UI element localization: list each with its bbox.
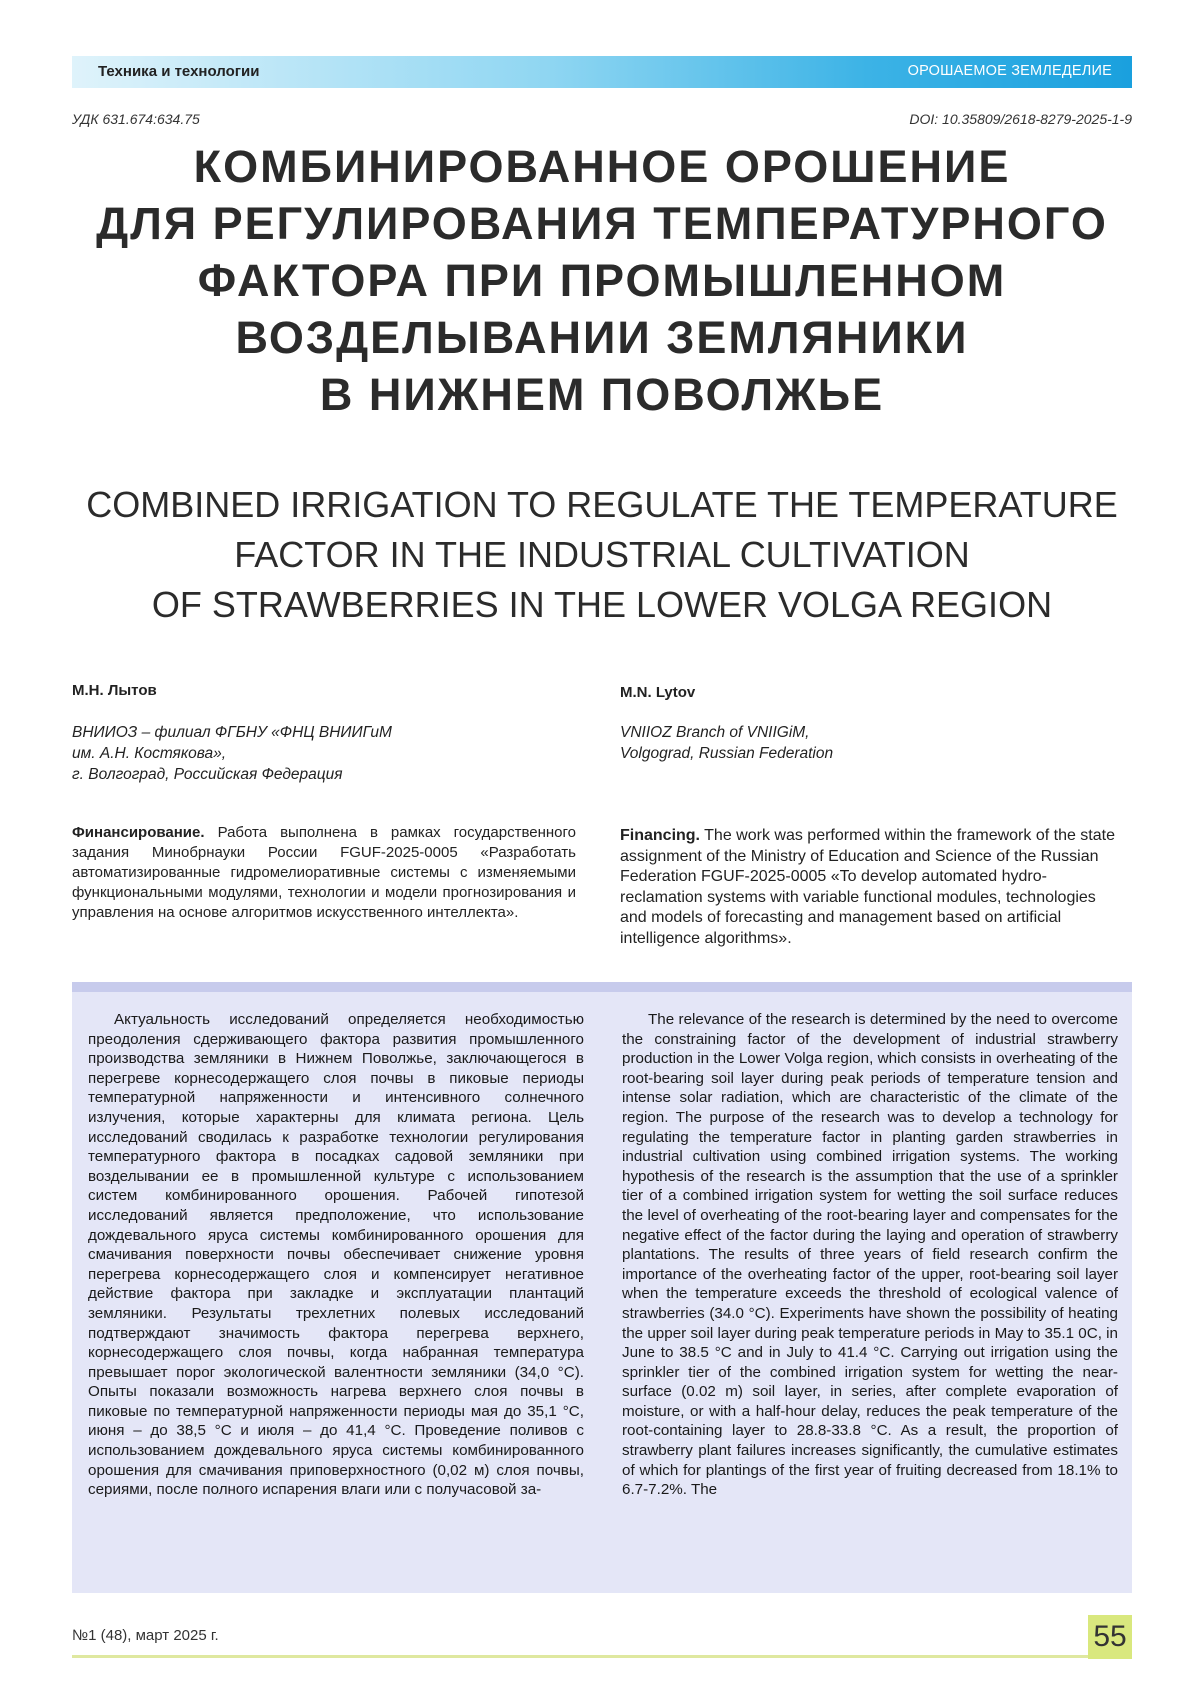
affiliation-en-line: Volgograd, Russian Federation [620, 745, 834, 762]
abstract-ru: Актуальность исследований определяется необходимостью преодоления сдерживающего фактора развития промышленного производства земляники в Нижнем Поволжье, заключающегося в перегреве корнесодержащего слоя почвы в пиковые периоды температурной напряженности и интенсивного солнечного излучения, которые характерны для климата региона. Цель исследований сводилась к разработке технологии регулирования температурного фактора в посадках садовой земляники при возделывании ее в промышленной культуре с использованием систем комбинированного орошения. Рабочей гипотезой исследований является предположение, что использование дождевального яруса системы комбинированного орошения для смачивания поверхности почвы обеспечивает снижение уровня перегрева корнесодержащего слоя и компенсирует негативное действие фактора при закладке и эксплуатации плантаций земляники. Результаты трехлетних полевых исследований подтверждают значимость фактора перегрева верхнего, корнесодержащего слоя почвы, когда набранная температура превышает порог экологической валентности земляники (34,0 °С). Опыты показали возможность нагрева верхнего слоя почвы в пиковые по температурной напряженности периоды мая до 35,1 °С, июня – до 38,5 °С и июля – до 41,4 °С. Проведение поливов с использованием дождевального яруса системы комбинированного орошения для смачивания приповерхностного (0,02 м) слоя почвы, сериями, после полного испарения влаги или с получасовой за- [88, 1011, 584, 1499]
affiliation-en [620, 722, 1100, 764]
title-ru-line: ВОЗДЕЛЫВАНИИ ЗЕМЛЯНИКИ [235, 312, 969, 363]
funding-ru-label: Финансирование. [72, 824, 205, 841]
funding-en [620, 826, 1116, 949]
title-en-line: COMBINED IRRIGATION TO REGULATE THE TEMPERATURE [86, 484, 1118, 525]
page-number: 55 [1088, 1615, 1132, 1659]
affiliation-ru-line: им. А.Н. Костякова», [72, 745, 227, 762]
issue-info: №1 (48), март 2025 г. [72, 1627, 219, 1644]
author-name-ru: М.Н. Лытов [72, 682, 157, 699]
affiliation-ru [72, 722, 552, 785]
funding-en-text: The work was performed within the framework of the state assignment of the Ministry of Education and Science of the Russian Federation FGUF-2025-0005 «To develop automated hydro-reclamation systems with variable functional modules, technologies and models of forecasting and management based on artificial intelligence algorithms». [620, 827, 1115, 947]
udk-code: УДК 631.674:634.75 [72, 111, 200, 127]
title-ru-line: ДЛЯ РЕГУЛИРОВАНИЯ ТЕМПЕРАТУРНОГО [96, 198, 1108, 249]
abstract-en: The relevance of the research is determined by the need to overcome the constraining factor of the development of industrial strawberry production in the Lower Volga region, which consists in overheating of the root-bearing soil layer during peak periods of temperature tension and intense solar radiation, which are characteristic of the climate of the region. The purpose of the research was to develop a technology for regulating the temperature factor in planting garden strawberries in industrial cultivation using combined irrigation systems. The working hypothesis of the research is the assumption that the use of a sprinkler tier of a combined irrigation system for wetting the soil surface reduces the level of overheating of the root-bearing layer and compensates for the negative effect of the factor during the laying and operation of strawberry plantations. The results of three years of field research confirm the importance of the overheating factor of the upper, root-bearing soil layer when the temperature exceeds the threshold of ecological valence of strawberries (34.0 °C). Experiments have shown the possibility of heating the upper soil layer during peak temperature periods in May to 35.1 0C, in June to 38.5 °C and in July to 41.4 °C. Carrying out irrigation using the sprinkler tier of the combined irrigation system for wetting the near-surface (0.02 m) soil layer, in series, after complete evaporation of moisture, or with a half-hour delay, reduces the peak temperature of the root-containing layer to 28.8-33.8 °C. As a result, the proportion of strawberry plant failures increases significantly, the cumulative estimates of which for plantings of the first year of fruiting decreased from 18.1% to 6.7-7.2%. The [622, 1011, 1118, 1499]
section-label-right: ОРОШАЕМОЕ ЗЕМЛЕДЕЛИЕ [907, 63, 1112, 79]
section-header-bar [72, 56, 1132, 88]
doi-link[interactable]: DOI: 10.35809/2618-8279-2025-1-9 [909, 111, 1132, 127]
funding-en-label: Financing. [620, 827, 700, 844]
title-ru-line: КОМБИНИРОВАННОЕ ОРОШЕНИЕ [193, 141, 1011, 192]
footer-divider [72, 1655, 1088, 1658]
funding-ru [72, 823, 576, 923]
affiliation-ru-line: ВНИИОЗ – филиал ФГБНУ «ФНЦ ВНИИГиМ [72, 724, 392, 741]
section-label-left: Техника и технологии [98, 63, 260, 80]
author-name-en: M.N. Lytov [620, 684, 696, 701]
funding-ru-text: Работа выполнена в рамках государственного задания Минобрнауки России FGUF-2025-0005 «Разработать автоматизированные гидромелиоративные системы с изменяемыми функциональными модулями, технологии и модели прогнозирования и управления на основе алгоритмов искусственного интеллекта». [72, 824, 576, 921]
affiliation-ru-line: г. Волгоград, Российская Федерация [72, 766, 343, 783]
title-ru-line: В НИЖНЕМ ПОВОЛЖЬЕ [319, 369, 885, 420]
title-russian [72, 138, 1132, 423]
title-english [72, 480, 1132, 630]
title-ru-line: ФАКТОРА ПРИ ПРОМЫШЛЕННОМ [197, 255, 1007, 306]
title-en-line: FACTOR IN THE INDUSTRIAL CULTIVATION [234, 534, 970, 575]
title-en-line: OF STRAWBERRIES IN THE LOWER VOLGA REGION [151, 584, 1053, 625]
affiliation-en-line: VNIIOZ Branch of VNIIGiM, [620, 724, 810, 741]
